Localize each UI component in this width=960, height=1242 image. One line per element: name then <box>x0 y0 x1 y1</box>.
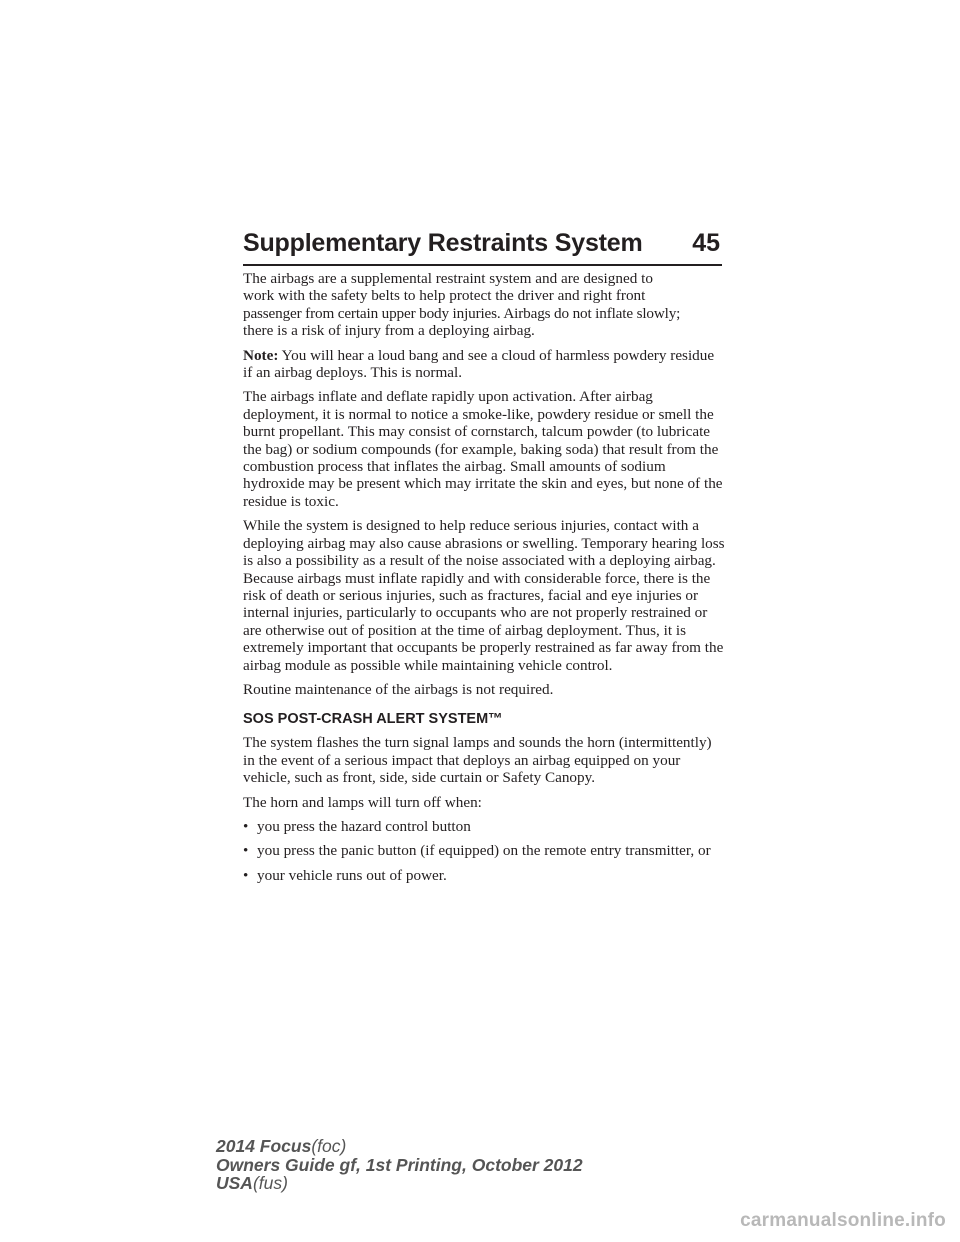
list-item-text: you press the hazard control button <box>257 817 471 835</box>
page-footer <box>216 1137 583 1193</box>
note-label: Note: <box>243 346 279 364</box>
footer-model-line <box>216 1137 583 1156</box>
footer-market-code: (fus) <box>252 1173 288 1193</box>
footer-market: USA <box>216 1173 253 1193</box>
footer-model: 2014 Focus <box>216 1136 312 1156</box>
intro-line: The airbags are a supplemental restraint system and are designed to <box>243 270 653 287</box>
section-title: Supplementary Restraints System <box>243 229 643 257</box>
injury-paragraph: While the system is designed to help reduce serious injuries, contact with a deploying airbag may also cause abrasions or swelling. Temporary hearing loss is also a possibility as a result of the noise associated with a deploying airbag. Because airbags must inflate rapidly and with considerable force, there is the risk of death or serious injuries, such as fractures, facial and eye injuries or internal injuries, particularly to occupants who are not properly restrained or are otherwise out of position at the time of airbag deployment. Thus, it is extremely important that occupants be properly restrained as far away from the airbag module as possible while maintaining vehicle control. <box>243 517 725 674</box>
footer-printing-line: Owners Guide gf, 1st Printing, October 2012 <box>216 1154 583 1175</box>
intro-line: there is a risk of injury from a deploying airbag. <box>243 322 535 340</box>
sos-paragraph: The system flashes the turn signal lamps and sounds the horn (intermittently) in the event of a serious impact that deploys an airbag equipped on your vehicle, such as front, side, side curtain or Safety Canopy. <box>243 734 712 787</box>
intro-line: work with the safety belts to help protect the driver and right front <box>243 287 646 305</box>
list-item <box>243 818 725 835</box>
maintenance-paragraph: Routine maintenance of the airbags is not required. <box>243 680 554 698</box>
note-paragraph <box>243 347 725 382</box>
footer-model-code: (foc) <box>311 1136 347 1156</box>
note-text: You will hear a loud bang and see a cloud of harmless powdery residue if an airbag deploys. This is normal. <box>243 346 715 382</box>
list-item-text: you press the panic button (if equipped) on the remote entry transmitter, or <box>257 842 711 860</box>
bullet-icon: • <box>243 842 249 860</box>
intro-line: passenger from certain upper body injuries. Airbags do not inflate slowly; <box>243 304 681 322</box>
list-item <box>243 842 725 859</box>
section-heading: SOS POST-CRASH ALERT SYSTEM™ <box>243 711 503 728</box>
list-item-text: your vehicle runs out of power. <box>257 866 447 884</box>
page-content <box>243 270 725 891</box>
footer-market-line <box>216 1174 583 1193</box>
intro-paragraph <box>243 270 725 340</box>
horn-lamps-paragraph: The horn and lamps will turn off when: <box>243 793 482 811</box>
bullet-icon: • <box>243 866 249 884</box>
page-header <box>243 226 722 266</box>
residue-paragraph: The airbags inflate and deflate rapidly upon activation. After airbag deployment, it is normal to notice a smoke-like, powdery residue or smell the burnt propellant. This may consist of cornstarch, talcum powder (to lubricate the bag) or sodium compounds (for example, baking soda) that result from the combustion process that inflates the airbag. Small amounts of sodium hydroxide may be present which may irritate the skin and eyes, but none of the residue is toxic. <box>243 388 723 510</box>
bullet-icon: • <box>243 817 249 835</box>
list-item <box>243 867 725 884</box>
watermark-text: carmanualsonline.info <box>740 1210 946 1231</box>
page-number: 45 <box>692 229 720 257</box>
